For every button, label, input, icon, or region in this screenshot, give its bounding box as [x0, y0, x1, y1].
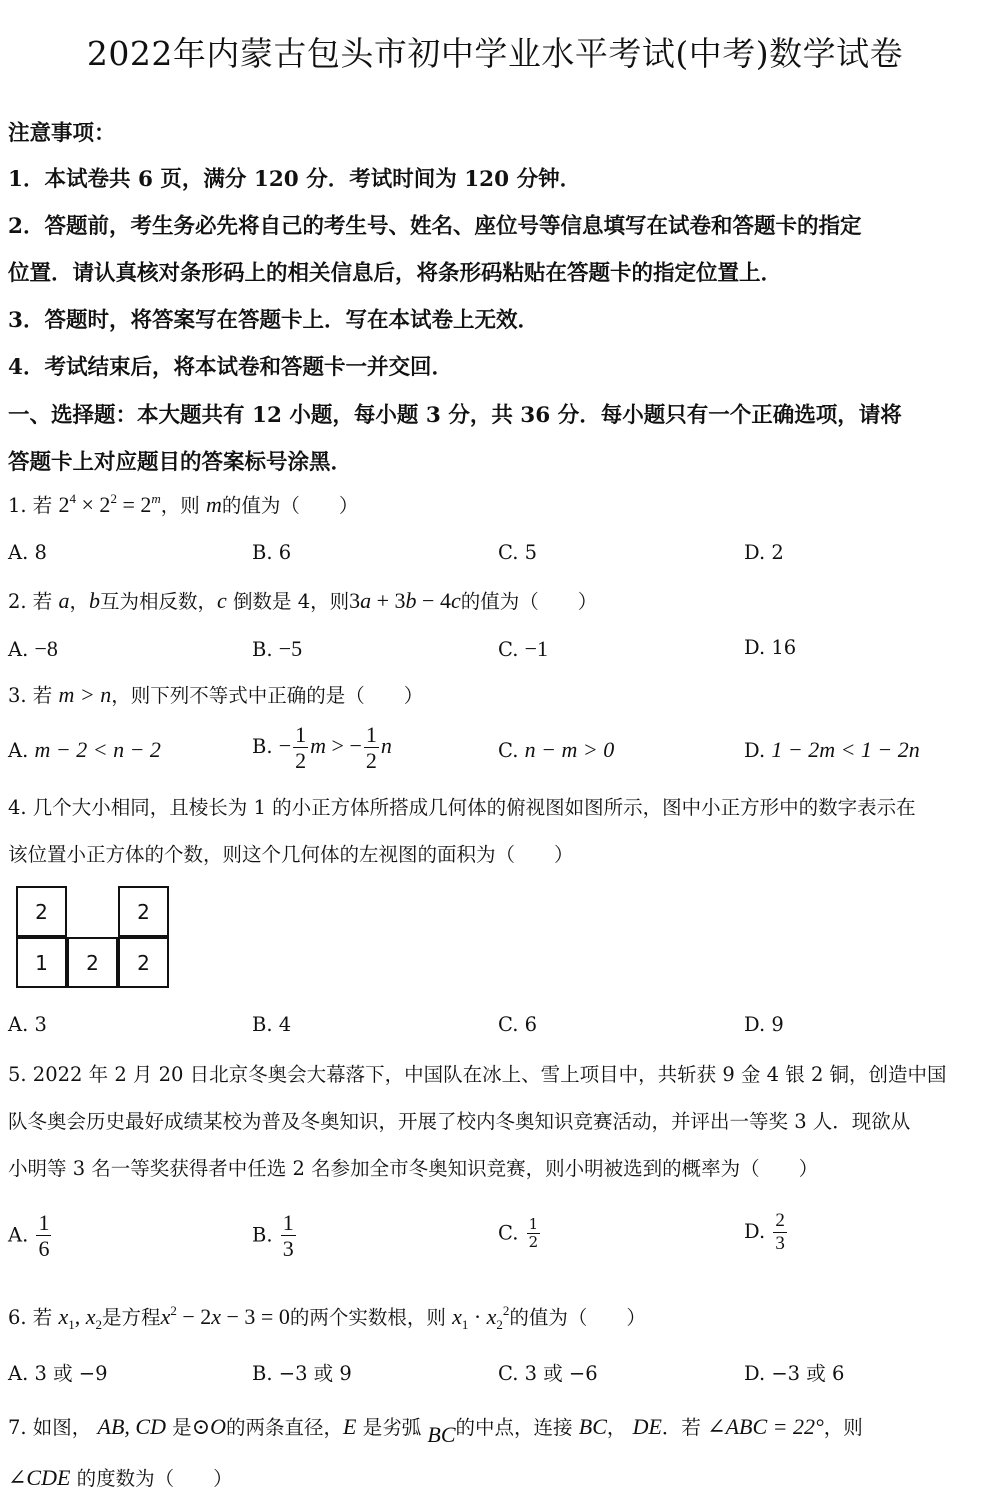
- q3-option-a-expr: m − 2 < n − 2: [34, 737, 161, 762]
- grid-cell: 2: [118, 886, 169, 937]
- section-heading-cont: 答题卡上对应题目的答案标号涂黑．: [8, 450, 353, 475]
- q5-option-b-label: B.: [252, 1223, 273, 1247]
- grid-cell: 2: [67, 937, 118, 988]
- q6-prefix: 6. 若: [8, 1306, 53, 1329]
- question-5: 5. 2022 年 2 月 20 日北京冬奥会大幕落下，中国队在冰上、雪上项目中，共斩获 9 金 4 银 2 铜，创造中国: [8, 1063, 947, 1086]
- q3-option-b-expr: − $\frac{1}{2}$ m > − $\frac{1}{2}$ n: [278, 722, 392, 774]
- fraction-denominator: 3: [282, 1236, 294, 1262]
- q6-roots: $x_1$, $x_2$: [58, 1304, 103, 1332]
- q2-sep: ，: [69, 590, 90, 613]
- q4-option-a[interactable]: A. 3: [8, 1013, 47, 1036]
- notice-item: 3．答题时，将答案写在答题卡上．写在本试卷上无效．: [8, 308, 539, 333]
- notice-item: 位置．请认真核对条形码上的相关信息后，将条形码粘贴在答题卡的指定位置上．: [8, 261, 783, 286]
- fraction-numerator: 1: [528, 1215, 539, 1233]
- q1-prefix: 1. 若: [8, 494, 53, 517]
- q2-prefix: 2. 若: [8, 590, 53, 613]
- q3-option-d-label: D.: [744, 739, 766, 762]
- q5-option-d[interactable]: [744, 1210, 789, 1255]
- q3-tail: ，则下列不等式中正确的是（ ）: [111, 684, 424, 707]
- q6-mid: 是方程: [102, 1306, 161, 1329]
- q5-option-c-label: C.: [498, 1221, 519, 1245]
- q5-option-c[interactable]: [498, 1216, 542, 1252]
- q2-tail: 的值为（ ）: [460, 590, 598, 613]
- q3-option-b[interactable]: [252, 722, 392, 774]
- q1-option-c[interactable]: C. 5: [498, 541, 538, 564]
- q1-tail: 的值为（ ）: [221, 494, 359, 517]
- q7-line2-tail: 的度数为（ ）: [76, 1467, 233, 1490]
- q3-option-a-label: A.: [8, 739, 29, 762]
- q7-diameters: AB, CD: [97, 1414, 166, 1439]
- q2-var-c: c: [217, 588, 227, 613]
- q5-option-a[interactable]: [8, 1210, 53, 1262]
- grid-cell: 1: [16, 937, 67, 988]
- q2-option-b[interactable]: [252, 636, 302, 662]
- q7-angle: ∠ABC = 22°: [707, 1414, 824, 1439]
- q7-mid2: 的两条直径，: [226, 1416, 344, 1439]
- q6-option-d[interactable]: D. −3 或 6: [744, 1362, 845, 1385]
- q3-option-c-label: C.: [498, 739, 519, 762]
- notice-item: 2．答题前，考生务必先将自己的考生号、姓名、座位号等信息填写在试卷和答题卡的指定: [8, 214, 862, 239]
- q2-option-a-value: −8: [34, 636, 58, 661]
- grid-cell: 2: [16, 886, 67, 937]
- q7-mid4: 的中点，连接: [455, 1416, 573, 1439]
- q2-option-a-label: A.: [8, 638, 29, 661]
- q2-var-b: b: [89, 588, 101, 613]
- section-heading: 一、选择题：本大题共有 12 小题，每小题 3 分，共 36 分．每小题只有一个正确选项，请将: [8, 403, 902, 428]
- q7-angle-cde: ∠CDE: [8, 1465, 71, 1490]
- question-5-cont: 小明等 3 名一等奖获得者中任选 2 名参加全市冬奥知识竞赛，则小明被选到的概率为（ ）: [8, 1157, 819, 1180]
- q6-mid2: 的两个实数根，则: [289, 1306, 446, 1329]
- question-6: [8, 1302, 646, 1330]
- q2-option-a[interactable]: [8, 636, 58, 662]
- grid-cell-empty: [67, 886, 118, 937]
- question-4: 4. 几个大小相同，且棱长为 1 的小正方体所搭成几何体的俯视图如图所示，图中小正方形中的数字表示在: [8, 796, 916, 819]
- q3-option-d-expr: 1 − 2m < 1 − 2n: [771, 737, 920, 762]
- page-title: 2022年内蒙古包头市初中学业水平考试(中考)数学试卷: [86, 34, 904, 73]
- q2-option-c-label: C.: [498, 638, 519, 661]
- fraction-denominator: 2: [528, 1233, 539, 1252]
- q2-option-b-value: −5: [278, 636, 303, 661]
- q7-mid5: ．若: [661, 1416, 701, 1439]
- question-1: [8, 490, 358, 518]
- q3-option-a[interactable]: [8, 737, 161, 763]
- question-3: [8, 680, 423, 708]
- question-7-cont: [8, 1463, 233, 1491]
- q5-option-a-label: A.: [8, 1223, 29, 1247]
- q7-point-e: E: [343, 1414, 357, 1439]
- q3-prefix: 3. 若: [8, 684, 53, 707]
- q6-expression: $x_1 \cdot x_2^2$: [452, 1303, 510, 1332]
- q5-option-d-fraction: [773, 1210, 787, 1255]
- q3-option-b-label: B.: [252, 734, 273, 758]
- q6-equation: $x^2 - 2x - 3 = 0$: [160, 1303, 290, 1329]
- q5-option-a-fraction: [36, 1210, 51, 1262]
- q2-option-c[interactable]: [498, 636, 548, 662]
- fraction-numerator: 2: [775, 1210, 785, 1231]
- question-7: [8, 1412, 863, 1447]
- q3-option-c-expr: n − m > 0: [524, 737, 615, 762]
- q7-mid3: 是劣弧: [362, 1416, 422, 1439]
- question-5-cont: 队冬奥会历史最好成绩某校为普及冬奥知识，开展了校内冬奥知识竞赛活动，并评出一等奖 3 人．现欲从: [8, 1110, 911, 1133]
- grid-cell: 2: [118, 937, 169, 988]
- q2-option-d[interactable]: D. 16: [744, 636, 797, 659]
- q1-option-b[interactable]: B. 6: [252, 541, 292, 564]
- q5-option-c-fraction: [527, 1216, 541, 1252]
- q5-option-b[interactable]: [252, 1210, 298, 1262]
- question-4-cont: 该位置小正方体的个数，则这个几何体的左视图的面积为（ ）: [8, 843, 574, 866]
- q6-option-a[interactable]: A. 3 或 −9: [8, 1362, 108, 1385]
- notice-heading: 注意事项：: [8, 121, 116, 146]
- q2-option-c-value: −1: [524, 636, 549, 661]
- q6-option-c[interactable]: C. 3 或 −6: [498, 1362, 598, 1385]
- fraction-numerator: 1: [282, 1210, 294, 1235]
- q3-condition: m > n: [58, 682, 112, 707]
- q7-arc-bc: BC: [427, 1422, 456, 1447]
- question-2: [8, 586, 597, 614]
- q7-mid: 是: [172, 1416, 192, 1439]
- q2-mid2: 倒数是 4，则: [233, 590, 350, 613]
- q1-suffix: ，则: [160, 494, 200, 517]
- q4-option-c[interactable]: C. 6: [498, 1013, 538, 1036]
- q7-tail: ，则: [823, 1416, 863, 1439]
- q7-prefix: 7. 如图，: [8, 1416, 92, 1439]
- q2-mid: 互为相反数，: [100, 590, 218, 613]
- q2-var-a: a: [58, 588, 70, 613]
- q7-circle: ⊙O: [191, 1414, 227, 1439]
- notice-item: 1．本试卷共 6 页，满分 120 分．考试时间为 120 分钟．: [8, 167, 582, 192]
- q5-option-b-fraction: [281, 1210, 296, 1262]
- q1-equation: $2^4 \times 2^2 = 2^m$: [58, 491, 161, 517]
- q4-option-b[interactable]: B. 4: [252, 1013, 292, 1036]
- q3-option-c[interactable]: [498, 737, 614, 763]
- fraction-denominator: 6: [38, 1236, 50, 1262]
- q3-option-d[interactable]: [744, 737, 920, 763]
- q7-segment-bc: BC: [578, 1414, 607, 1439]
- q1-option-a[interactable]: A. 8: [8, 541, 47, 564]
- q1-var: m: [205, 492, 222, 517]
- q6-tail: 的值为（ ）: [509, 1306, 646, 1329]
- fraction-numerator: 1: [38, 1210, 50, 1235]
- q5-option-d-label: D.: [744, 1219, 766, 1243]
- q6-option-b[interactable]: B. −3 或 9: [252, 1362, 352, 1385]
- fraction-denominator: 3: [775, 1232, 785, 1254]
- q7-segment-de: DE: [632, 1414, 662, 1439]
- notice-item: 4．考试结束后，将本试卷和答题卡一并交回．: [8, 355, 453, 380]
- q1-option-d[interactable]: D. 2: [744, 541, 784, 564]
- q7-sep: ，: [606, 1416, 627, 1439]
- q2-expression: 3a + 3b − 4c: [349, 588, 461, 613]
- q2-option-b-label: B.: [252, 638, 273, 661]
- q4-option-d[interactable]: D. 9: [744, 1013, 784, 1036]
